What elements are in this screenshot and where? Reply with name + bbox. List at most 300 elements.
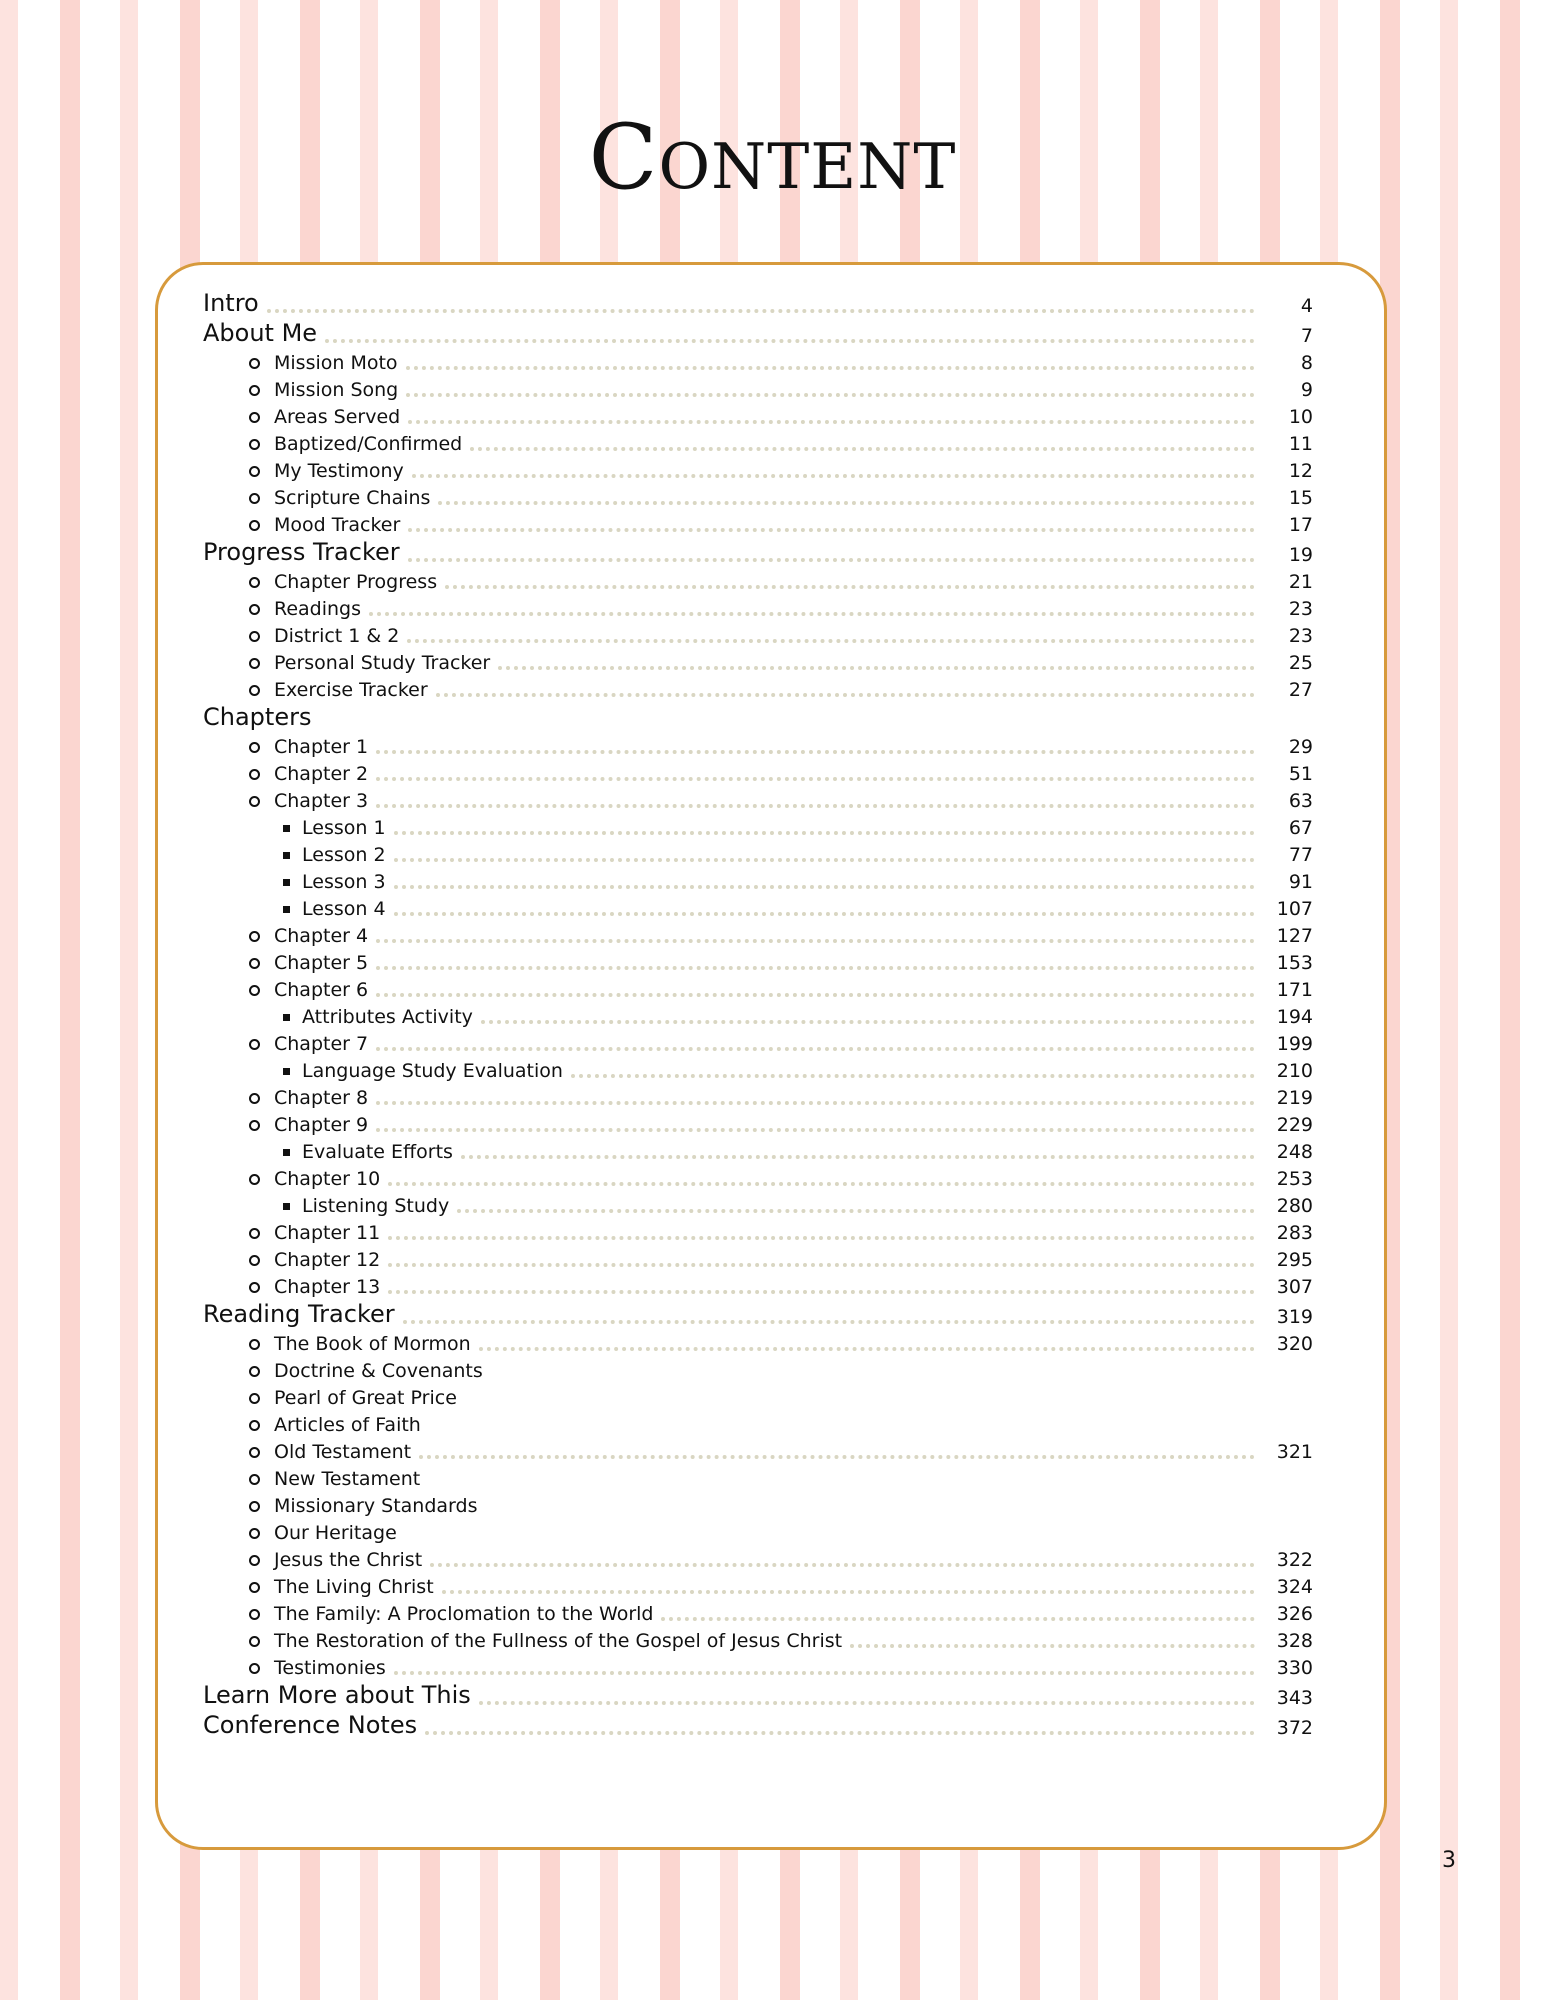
- toc-entry-label-wrap: [203, 406, 400, 428]
- dotted-leader: [479, 1347, 1255, 1351]
- toc-entry-title: The Family: A Proclomation to the World: [274, 1603, 654, 1625]
- toc-entry[interactable]: [203, 1163, 1313, 1190]
- toc-entry-page: 63: [1288, 790, 1313, 812]
- toc-entry[interactable]: [203, 1328, 1313, 1355]
- toc-entry[interactable]: [203, 1409, 1313, 1436]
- dotted-leader: [388, 1290, 1255, 1294]
- toc-entry-label-wrap: [203, 1441, 411, 1463]
- circle-bullet-icon: [249, 1120, 260, 1131]
- toc-entry-page: 326: [1276, 1603, 1313, 1625]
- circle-bullet-icon: [249, 1474, 260, 1485]
- toc-entry-title: Chapter Progress: [274, 571, 438, 593]
- toc-entry-title: The Living Christ: [274, 1576, 434, 1598]
- toc-entry-title: Pearl of Great Price: [274, 1387, 457, 1409]
- dotted-leader: [394, 912, 1255, 916]
- toc-entry[interactable]: [203, 536, 1313, 566]
- dotted-leader: [850, 1644, 1255, 1648]
- toc-entry[interactable]: [203, 509, 1313, 536]
- toc-entry-label-wrap: [203, 598, 361, 620]
- toc-entry-label-wrap: [203, 817, 386, 839]
- toc-entry-label-wrap: [203, 763, 368, 785]
- dotted-leader: [376, 804, 1255, 808]
- toc-entry-title: Chapter 10: [274, 1168, 381, 1190]
- dotted-leader: [425, 1731, 1255, 1735]
- circle-bullet-icon: [249, 1528, 260, 1539]
- toc-entry-label-wrap: [203, 514, 400, 536]
- toc-entry-page: 372: [1276, 1717, 1313, 1739]
- circle-bullet-icon: [249, 358, 260, 369]
- toc-entry[interactable]: [203, 1463, 1313, 1490]
- toc-entry[interactable]: [203, 674, 1313, 701]
- toc-entry[interactable]: [203, 893, 1313, 920]
- dotted-leader: [407, 639, 1255, 643]
- toc-entry-label-wrap: [203, 289, 259, 317]
- toc-entry-label-wrap: [203, 1168, 380, 1190]
- toc-entry[interactable]: [203, 947, 1313, 974]
- toc-entry-title: Progress Tracker: [203, 538, 400, 566]
- dotted-leader: [376, 1047, 1255, 1051]
- toc-entry-label-wrap: [203, 538, 400, 566]
- circle-bullet-icon: [249, 1366, 260, 1377]
- square-bullet-icon: [283, 906, 290, 913]
- toc-entry-title: New Testament: [274, 1468, 421, 1490]
- circle-bullet-icon: [249, 685, 260, 696]
- toc-entry-title: The Restoration of the Fullness of the Gospel of Jesus Christ: [274, 1630, 843, 1652]
- toc-entry-page: 322: [1276, 1549, 1313, 1571]
- toc-entry-title: Chapter 8: [274, 1087, 369, 1109]
- toc-entry-label-wrap: [203, 790, 368, 812]
- square-bullet-icon: [283, 1014, 290, 1021]
- toc-entry-title: Lesson 1: [302, 817, 386, 839]
- dotted-leader: [412, 474, 1255, 478]
- toc-entry-title: The Book of Mormon: [274, 1333, 471, 1355]
- toc-entry-page: 324: [1276, 1576, 1313, 1598]
- toc-entry-page: 127: [1276, 925, 1313, 947]
- circle-bullet-icon: [249, 520, 260, 531]
- toc-entry-page: 4: [1300, 295, 1313, 317]
- toc-entry-label-wrap: [203, 1387, 457, 1409]
- toc-entry-label-wrap: [203, 1195, 449, 1217]
- toc-entry-page: 10: [1288, 406, 1313, 428]
- circle-bullet-icon: [249, 412, 260, 423]
- toc-entry-label-wrap: [203, 1300, 395, 1328]
- dotted-leader: [445, 585, 1255, 589]
- circle-bullet-icon: [249, 1582, 260, 1593]
- toc-entry-title: Baptized/Confirmed: [274, 433, 463, 455]
- toc-entry-title: Evaluate Efforts: [302, 1141, 453, 1163]
- toc-entry[interactable]: [203, 1271, 1313, 1298]
- toc-entry-label-wrap: [203, 1657, 386, 1679]
- square-bullet-icon: [283, 1068, 290, 1075]
- dotted-leader: [403, 1320, 1255, 1324]
- toc-entry-label-wrap: [203, 844, 386, 866]
- toc-entry-title: Chapter 12: [274, 1249, 381, 1271]
- circle-bullet-icon: [249, 493, 260, 504]
- circle-bullet-icon: [249, 1282, 260, 1293]
- square-bullet-icon: [283, 1149, 290, 1156]
- square-bullet-icon: [283, 879, 290, 886]
- toc-entry[interactable]: [203, 1298, 1313, 1328]
- dotted-leader: [376, 993, 1255, 997]
- dotted-leader: [376, 1128, 1255, 1132]
- toc-entry-title: Old Testament: [274, 1441, 412, 1463]
- toc-entry-title: Attributes Activity: [302, 1006, 473, 1028]
- toc-entry-page: 25: [1288, 652, 1313, 674]
- toc-entry-title: Chapter 6: [274, 979, 369, 1001]
- toc-entry[interactable]: [203, 839, 1313, 866]
- toc-entry[interactable]: [203, 758, 1313, 785]
- toc-entry-page: 328: [1276, 1630, 1313, 1652]
- toc-entry-label-wrap: [203, 571, 437, 593]
- toc-entry-title: Chapters: [203, 703, 312, 731]
- toc-entry[interactable]: [203, 866, 1313, 893]
- toc-entry-page: 210: [1276, 1060, 1313, 1082]
- circle-bullet-icon: [249, 466, 260, 477]
- toc-entry[interactable]: [203, 1109, 1313, 1136]
- dotted-leader: [408, 420, 1255, 424]
- toc-entry-page: 219: [1276, 1087, 1313, 1109]
- toc-entry-label-wrap: [203, 1711, 417, 1739]
- toc-entry-page: 307: [1276, 1276, 1313, 1298]
- dotted-leader: [461, 1155, 1255, 1159]
- toc-entry[interactable]: [203, 785, 1313, 812]
- toc-entry-title: Language Study Evaluation: [302, 1060, 563, 1082]
- toc-entry-page: 283: [1276, 1222, 1313, 1244]
- dotted-leader: [394, 1671, 1255, 1675]
- dotted-leader: [388, 1263, 1255, 1267]
- dotted-leader: [442, 1590, 1255, 1594]
- toc-entry-label-wrap: [203, 1414, 421, 1436]
- toc-entry[interactable]: [203, 317, 1313, 347]
- toc-entry-page: 8: [1300, 352, 1313, 374]
- toc-entry-label-wrap: [203, 925, 368, 947]
- toc-list: [203, 287, 1313, 1739]
- table-of-contents: [155, 262, 1387, 1850]
- toc-entry-page: 27: [1288, 679, 1313, 701]
- dotted-leader: [406, 366, 1255, 370]
- circle-bullet-icon: [249, 1339, 260, 1350]
- toc-entry-title: Chapter 1: [274, 736, 369, 758]
- toc-entry[interactable]: [203, 1055, 1313, 1082]
- toc-entry[interactable]: [203, 401, 1313, 428]
- dotted-leader: [436, 693, 1255, 697]
- toc-entry-page: 107: [1276, 898, 1313, 920]
- toc-entry-label-wrap: [203, 433, 462, 455]
- toc-entry-page: 9: [1300, 379, 1313, 401]
- toc-entry-label-wrap: [203, 1522, 397, 1544]
- circle-bullet-icon: [249, 1393, 260, 1404]
- toc-entry-title: Mission Moto: [274, 352, 398, 374]
- toc-entry-title: Mission Song: [274, 379, 399, 401]
- toc-entry[interactable]: [203, 428, 1313, 455]
- toc-entry-title: Readings: [274, 598, 362, 620]
- circle-bullet-icon: [249, 742, 260, 753]
- toc-entry-label-wrap: [203, 1033, 368, 1055]
- toc-entry-label-wrap: [203, 1681, 471, 1709]
- toc-entry-page: 295: [1276, 1249, 1313, 1271]
- toc-entry[interactable]: [203, 812, 1313, 839]
- toc-entry[interactable]: [203, 347, 1313, 374]
- toc-entry-title: Conference Notes: [203, 1711, 418, 1739]
- toc-entry-title: Exercise Tracker: [274, 679, 428, 701]
- toc-entry-label-wrap: [203, 379, 398, 401]
- toc-entry[interactable]: [203, 920, 1313, 947]
- toc-entry-page: 77: [1288, 844, 1313, 866]
- toc-entry-title: Chapter 3: [274, 790, 369, 812]
- toc-entry[interactable]: [203, 455, 1313, 482]
- circle-bullet-icon: [249, 958, 260, 969]
- toc-entry[interactable]: [203, 1082, 1313, 1109]
- toc-entry-page: 248: [1276, 1141, 1313, 1163]
- toc-entry-title: Testimonies: [274, 1657, 386, 1679]
- dotted-leader: [419, 1455, 1255, 1459]
- toc-entry-label-wrap: [203, 1222, 380, 1244]
- toc-entry-title: District 1 & 2: [274, 625, 400, 647]
- toc-entry-label-wrap: [203, 898, 386, 920]
- toc-entry-page: 153: [1276, 952, 1313, 974]
- toc-entry-label-wrap: [203, 1360, 483, 1382]
- toc-entry-title: Chapter 7: [274, 1033, 369, 1055]
- toc-entry-label-wrap: [203, 1333, 471, 1355]
- circle-bullet-icon: [249, 1255, 260, 1266]
- dotted-leader: [376, 1101, 1255, 1105]
- toc-entry-title: Scripture Chains: [274, 487, 431, 509]
- toc-entry-page: 320: [1276, 1333, 1313, 1355]
- dotted-leader: [394, 885, 1255, 889]
- circle-bullet-icon: [249, 769, 260, 780]
- toc-entry-page: 15: [1288, 487, 1313, 509]
- toc-entry-title: Articles of Faith: [274, 1414, 421, 1436]
- toc-entry-label-wrap: [203, 1249, 380, 1271]
- toc-entry-title: Lesson 4: [302, 898, 386, 920]
- toc-entry-label-wrap: [203, 679, 428, 701]
- toc-entry-page: 67: [1288, 817, 1313, 839]
- toc-entry[interactable]: [203, 647, 1313, 674]
- toc-entry-page: 199: [1276, 1033, 1313, 1055]
- dotted-leader: [571, 1074, 1255, 1078]
- toc-entry[interactable]: [203, 1679, 1313, 1709]
- toc-entry-title: Doctrine & Covenants: [274, 1360, 483, 1382]
- toc-entry[interactable]: [203, 1436, 1313, 1463]
- circle-bullet-icon: [249, 1636, 260, 1647]
- toc-entry[interactable]: [203, 1490, 1313, 1517]
- toc-entry-title: Chapter 4: [274, 925, 369, 947]
- toc-entry-label-wrap: [203, 652, 490, 674]
- dotted-leader: [376, 939, 1255, 943]
- toc-entry[interactable]: [203, 1244, 1313, 1271]
- toc-entry-label-wrap: [203, 319, 317, 347]
- dotted-leader: [369, 612, 1255, 616]
- toc-entry-title: Chapter 13: [274, 1276, 381, 1298]
- toc-entry[interactable]: [203, 1001, 1313, 1028]
- toc-entry[interactable]: [203, 566, 1313, 593]
- toc-entry-label-wrap: [203, 460, 404, 482]
- circle-bullet-icon: [249, 931, 260, 942]
- toc-entry-title: Listening Study: [302, 1195, 450, 1217]
- dotted-leader: [479, 1701, 1255, 1705]
- toc-entry-title: Reading Tracker: [203, 1300, 395, 1328]
- toc-entry-label-wrap: [203, 1576, 434, 1598]
- toc-entry[interactable]: [203, 701, 1313, 731]
- toc-entry[interactable]: [203, 1652, 1313, 1679]
- toc-entry-label-wrap: [203, 1495, 478, 1517]
- circle-bullet-icon: [249, 1447, 260, 1458]
- toc-entry-label-wrap: [203, 1087, 368, 1109]
- dotted-leader: [376, 777, 1255, 781]
- dotted-leader: [376, 966, 1255, 970]
- circle-bullet-icon: [249, 1663, 260, 1674]
- toc-entry[interactable]: [203, 974, 1313, 1001]
- square-bullet-icon: [283, 852, 290, 859]
- circle-bullet-icon: [249, 577, 260, 588]
- toc-entry[interactable]: [203, 287, 1313, 317]
- toc-entry-page: 51: [1288, 763, 1313, 785]
- dotted-leader: [394, 858, 1255, 862]
- toc-entry[interactable]: [203, 731, 1313, 758]
- circle-bullet-icon: [249, 796, 260, 807]
- square-bullet-icon: [283, 825, 290, 832]
- toc-entry[interactable]: [203, 1598, 1313, 1625]
- toc-entry-page: 330: [1276, 1657, 1313, 1679]
- toc-entry-label-wrap: [203, 871, 386, 893]
- dotted-leader: [498, 666, 1255, 670]
- toc-entry-label-wrap: [203, 1141, 453, 1163]
- toc-entry[interactable]: [203, 620, 1313, 647]
- toc-entry-page: 319: [1276, 1306, 1313, 1328]
- toc-entry[interactable]: [203, 1625, 1313, 1652]
- toc-entry-page: 11: [1288, 433, 1313, 455]
- square-bullet-icon: [283, 1203, 290, 1210]
- dotted-leader: [394, 831, 1255, 835]
- dotted-leader: [325, 339, 1255, 343]
- toc-entry-title: Mood Tracker: [274, 514, 401, 536]
- toc-entry[interactable]: [203, 482, 1313, 509]
- toc-entry-page: 91: [1288, 871, 1313, 893]
- toc-entry-label-wrap: [203, 352, 398, 374]
- toc-entry[interactable]: [203, 593, 1313, 620]
- toc-entry-label-wrap: [203, 1114, 368, 1136]
- toc-entry[interactable]: [203, 1190, 1313, 1217]
- toc-entry-page: 321: [1276, 1441, 1313, 1463]
- dotted-leader: [406, 393, 1255, 397]
- toc-entry-label-wrap: [203, 952, 368, 974]
- toc-entry-label-wrap: [203, 1630, 842, 1652]
- toc-entry-title: Areas Served: [274, 406, 401, 428]
- dotted-leader: [438, 501, 1255, 505]
- toc-entry[interactable]: [203, 1136, 1313, 1163]
- circle-bullet-icon: [249, 1420, 260, 1431]
- toc-entry[interactable]: [203, 1544, 1313, 1571]
- circle-bullet-icon: [249, 985, 260, 996]
- toc-entry-page: 343: [1276, 1687, 1313, 1709]
- circle-bullet-icon: [249, 1174, 260, 1185]
- toc-entry[interactable]: [203, 1517, 1313, 1544]
- toc-entry-page: 19: [1288, 544, 1313, 566]
- toc-entry-title: Intro: [203, 289, 259, 317]
- toc-entry-page: 21: [1288, 571, 1313, 593]
- toc-entry-label-wrap: [203, 1603, 653, 1625]
- dotted-leader: [376, 750, 1255, 754]
- dotted-leader: [388, 1182, 1255, 1186]
- toc-entry[interactable]: [203, 374, 1313, 401]
- toc-entry-title: Chapter 11: [274, 1222, 381, 1244]
- toc-entry-page: 253: [1276, 1168, 1313, 1190]
- circle-bullet-icon: [249, 1609, 260, 1620]
- toc-entry-title: Lesson 2: [302, 844, 386, 866]
- toc-entry-page: 194: [1276, 1006, 1313, 1028]
- toc-entry-title: Learn More about This: [203, 1681, 471, 1709]
- toc-entry-page: 23: [1288, 598, 1313, 620]
- toc-entry[interactable]: [203, 1571, 1313, 1598]
- toc-entry-title: Lesson 3: [302, 871, 386, 893]
- circle-bullet-icon: [249, 604, 260, 615]
- toc-entry-title: Chapter 2: [274, 763, 369, 785]
- toc-entry-label-wrap: [203, 736, 368, 758]
- dotted-leader: [430, 1563, 1255, 1567]
- dotted-leader: [408, 528, 1255, 532]
- page-title: Content: [588, 105, 957, 210]
- circle-bullet-icon: [249, 658, 260, 669]
- toc-entry-label-wrap: [203, 487, 430, 509]
- toc-entry-page: 29: [1288, 736, 1313, 758]
- toc-entry-page: 171: [1276, 979, 1313, 1001]
- circle-bullet-icon: [249, 1228, 260, 1239]
- circle-bullet-icon: [249, 1501, 260, 1512]
- dotted-leader: [267, 309, 1255, 313]
- dotted-leader: [388, 1236, 1255, 1240]
- toc-entry-title: Our Heritage: [274, 1522, 397, 1544]
- circle-bullet-icon: [249, 1555, 260, 1566]
- toc-entry-title: Chapter 9: [274, 1114, 369, 1136]
- toc-entry-title: Personal Study Tracker: [274, 652, 491, 674]
- toc-entry-title: Missionary Standards: [274, 1495, 478, 1517]
- dotted-leader: [481, 1020, 1255, 1024]
- dotted-leader: [470, 447, 1255, 451]
- toc-entry[interactable]: [203, 1028, 1313, 1055]
- toc-entry-title: Jesus the Christ: [274, 1549, 423, 1571]
- circle-bullet-icon: [249, 1039, 260, 1050]
- circle-bullet-icon: [249, 1093, 260, 1104]
- toc-entry-title: About Me: [203, 319, 318, 347]
- page-number: 3: [1442, 1848, 1456, 1873]
- circle-bullet-icon: [249, 439, 260, 450]
- toc-entry-page: 229: [1276, 1114, 1313, 1136]
- toc-entry-title: My Testimony: [274, 460, 404, 482]
- toc-entry-label-wrap: [203, 1006, 473, 1028]
- toc-entry[interactable]: [203, 1709, 1313, 1739]
- toc-entry[interactable]: [203, 1355, 1313, 1382]
- toc-entry-page: 280: [1276, 1195, 1313, 1217]
- dotted-leader: [457, 1209, 1255, 1213]
- toc-entry-label-wrap: [203, 1468, 420, 1490]
- toc-entry-title: Chapter 5: [274, 952, 369, 974]
- toc-entry-page: 23: [1288, 625, 1313, 647]
- dotted-leader: [661, 1617, 1255, 1621]
- toc-entry-label-wrap: [203, 625, 399, 647]
- dotted-leader: [408, 558, 1255, 562]
- toc-entry-page: 7: [1300, 325, 1313, 347]
- toc-entry-label-wrap: [203, 703, 311, 731]
- circle-bullet-icon: [249, 385, 260, 396]
- toc-entry-label-wrap: [203, 979, 368, 1001]
- toc-entry[interactable]: [203, 1382, 1313, 1409]
- toc-entry-label-wrap: [203, 1276, 380, 1298]
- circle-bullet-icon: [249, 631, 260, 642]
- toc-entry-label-wrap: [203, 1060, 563, 1082]
- toc-entry[interactable]: [203, 1217, 1313, 1244]
- toc-entry-label-wrap: [203, 1549, 422, 1571]
- toc-entry-page: 12: [1288, 460, 1313, 482]
